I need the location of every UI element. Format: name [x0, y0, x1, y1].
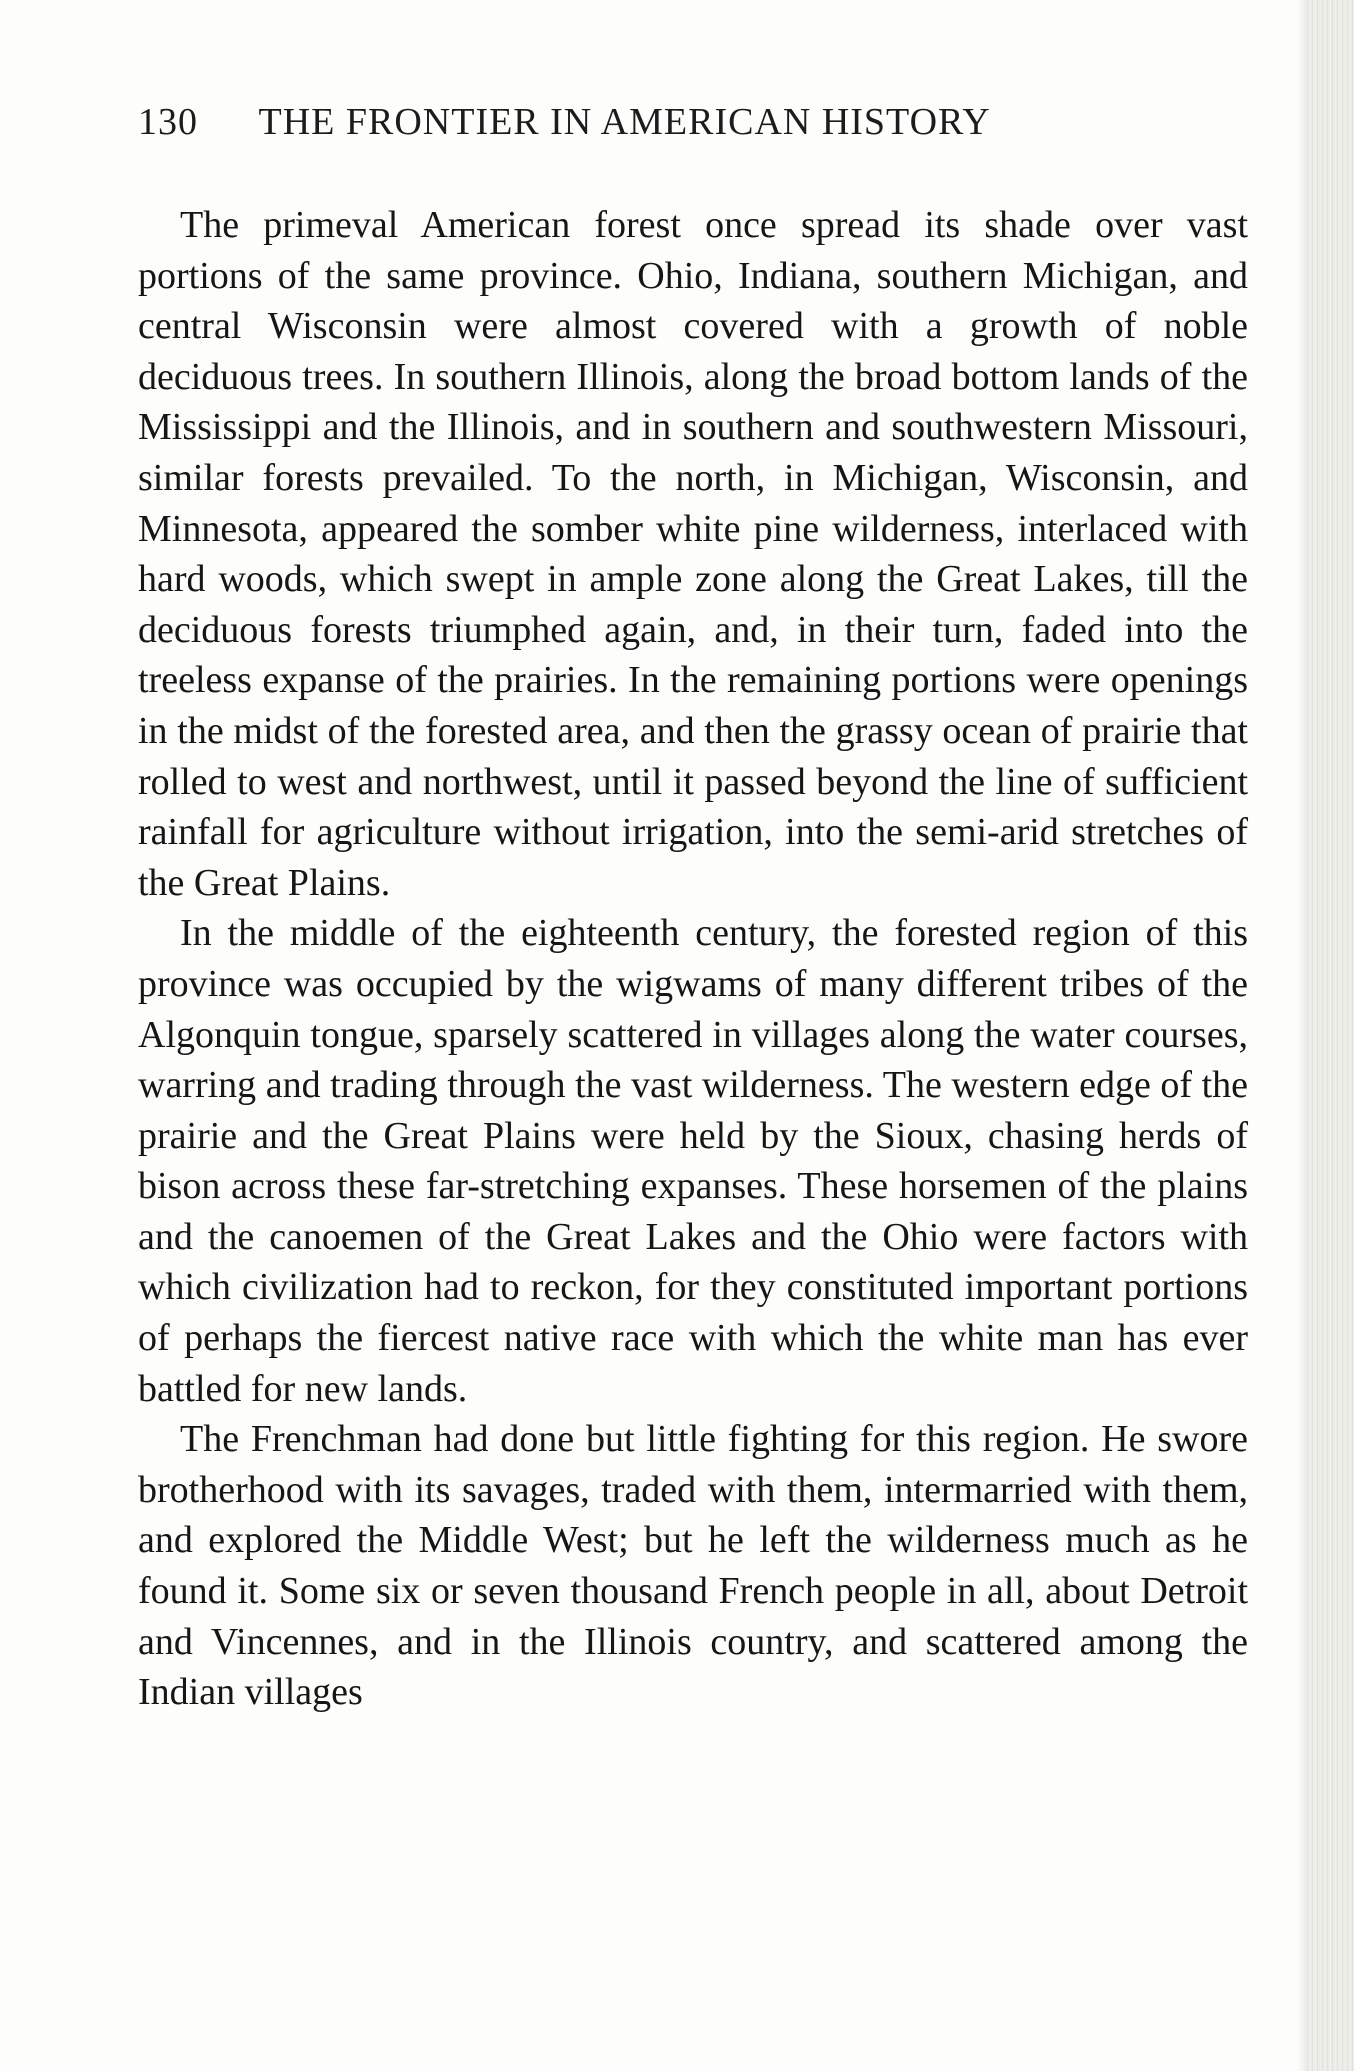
paragraph-frenchman: The Frenchman had done but little fighting for this region. He swore brotherhood with its savages, traded with them, intermarried with them, and explored the Middle West; but he left the wilderness much as he found it. Some six or seven thousand French people in all, about Detroit and Vincennes, and in the Illinois country, and scattered among the Indian villages [138, 1418, 1248, 1714]
page-number: 130 [138, 101, 198, 143]
running-head [138, 100, 1118, 164]
book-title: THE FRONTIER IN AMERICAN HISTORY [258, 101, 991, 143]
paragraph-tribes: In the middle of the eighteenth century, the forested region of this province was occupied by the wigwams of many different tribes of the Algonquin tongue, sparsely scattered in villages along the water courses, warring and trading through the vast wilderness. The western edge of the prairie and the Great Plains were held by the Sioux, chasing herds of bison across these far-stretching expanses. These horsemen of the plains and the canoemen of the Great Lakes and the Ohio were factors with which civilization had to reckon, for they constituted important portions of perhaps the fiercest native race with which the white man has ever battled for new lands. [138, 912, 1248, 1410]
paragraph-forest: The primeval American forest once spread its shade over vast portions of the same province. Ohio, Indiana, southern Michigan, and central Wisconsin were almost covered with a growth of noble deciduous trees. In southern Illinois, along the broad bottom lands of the Mississippi and the Illinois, and in southern and southwestern Missouri, similar forests prevailed. To the north, in Michigan, Wisconsin, and Minnesota, appeared the somber white pine wilderness, interlaced with hard woods, which swept in ample zone along the Great Lakes, till the deciduous forests triumphed again, and, in their turn, faded into the treeless expanse of the prairies. In the remaining portions were openings in the midst of the forested area, and then the grassy ocean of prairie that rolled to west and northwest, until it passed beyond the line of sufficient rainfall for agriculture without irrigation, into the semi-arid stretches of the Great Plains. [138, 204, 1248, 904]
body-text [138, 200, 1248, 1718]
page-edge [1304, 0, 1354, 2071]
